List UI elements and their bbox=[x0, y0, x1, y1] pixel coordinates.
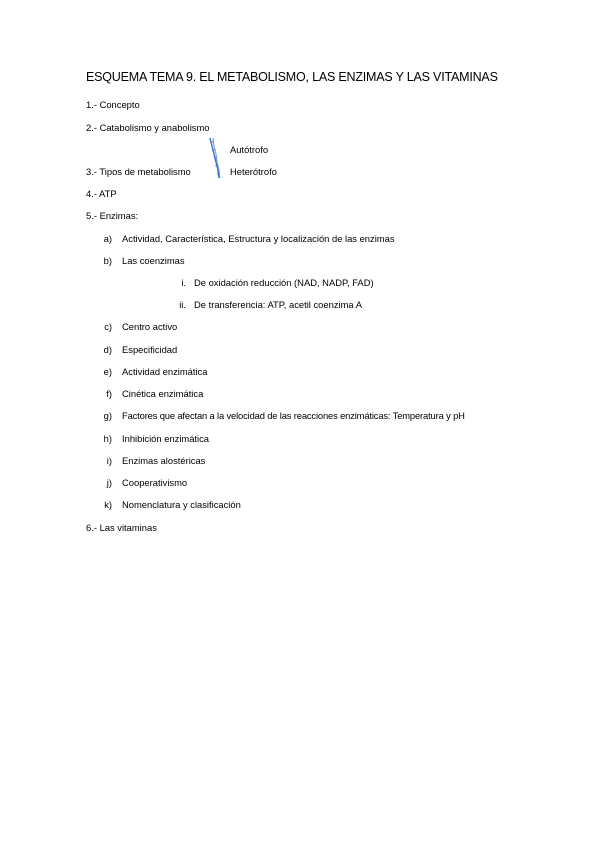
page-title: ESQUEMA TEMA 9. EL METABOLISMO, LAS ENZIMAS Y LAS VITAMINAS bbox=[86, 70, 498, 84]
list-item-text: Centro activo bbox=[122, 321, 178, 332]
list-item-text: De oxidación reducción (NAD, NADP, FAD) bbox=[194, 277, 374, 288]
list-marker: h) bbox=[103, 433, 112, 444]
list-item-text: Cooperativismo bbox=[122, 477, 188, 488]
list-marker: d) bbox=[103, 344, 112, 355]
section-label: Catabolismo y anabolismo bbox=[99, 122, 210, 133]
list-item-text: Factores que afectan a la velocidad de las reacciones enzimáticas: Temperatura y pH bbox=[122, 410, 465, 421]
section-tipos-metabolismo bbox=[86, 166, 191, 178]
section-concepto bbox=[86, 99, 140, 111]
section-label: Concepto bbox=[99, 99, 140, 110]
section-label: ATP bbox=[99, 188, 117, 199]
list-marker: k) bbox=[104, 499, 112, 510]
list-item-text: Cinética enzimática bbox=[122, 388, 204, 399]
section-number: 5.- bbox=[86, 210, 97, 221]
type-heterotrofo: Heterótrofo bbox=[230, 166, 277, 177]
section-number: 6.- bbox=[86, 522, 97, 533]
section-number: 4.- bbox=[86, 188, 97, 199]
bracket-connector bbox=[205, 136, 223, 180]
list-item-text: Nomenclatura y clasificación bbox=[122, 499, 241, 510]
list-marker: j) bbox=[106, 477, 112, 488]
list-marker: i. bbox=[181, 277, 186, 288]
section-enzimas bbox=[86, 210, 138, 222]
section-label: Tipos de metabolismo bbox=[99, 166, 191, 177]
list-marker: e) bbox=[103, 366, 112, 377]
list-marker: ii. bbox=[179, 299, 186, 310]
list-marker: f) bbox=[106, 388, 112, 399]
section-label: Enzimas: bbox=[99, 210, 139, 221]
section-number: 3.- bbox=[86, 166, 97, 177]
list-marker: c) bbox=[104, 321, 112, 332]
list-marker: b) bbox=[103, 255, 112, 266]
list-item-text: Actividad enzimática bbox=[122, 366, 208, 377]
list-marker: g) bbox=[103, 410, 112, 421]
list-item-text: Enzimas alostéricas bbox=[122, 455, 206, 466]
type-autotrofo: Autótrofo bbox=[230, 144, 269, 155]
list-item-text: Las coenzimas bbox=[122, 255, 185, 266]
section-vitaminas bbox=[86, 522, 157, 534]
section-catabolismo bbox=[86, 122, 210, 134]
list-item-text: Especificidad bbox=[122, 344, 178, 355]
section-number: 1.- bbox=[86, 99, 97, 110]
section-label: Las vitaminas bbox=[99, 522, 157, 533]
list-marker: a) bbox=[103, 233, 112, 244]
section-atp bbox=[86, 188, 117, 200]
list-marker: i) bbox=[106, 455, 112, 466]
list-item-text: Inhibición enzimática bbox=[122, 433, 210, 444]
section-number: 2.- bbox=[86, 122, 97, 133]
list-item-text: De transferencia: ATP, acetil coenzima A bbox=[194, 299, 362, 310]
list-item-text: Actividad, Característica, Estructura y localización de las enzimas bbox=[122, 233, 395, 244]
